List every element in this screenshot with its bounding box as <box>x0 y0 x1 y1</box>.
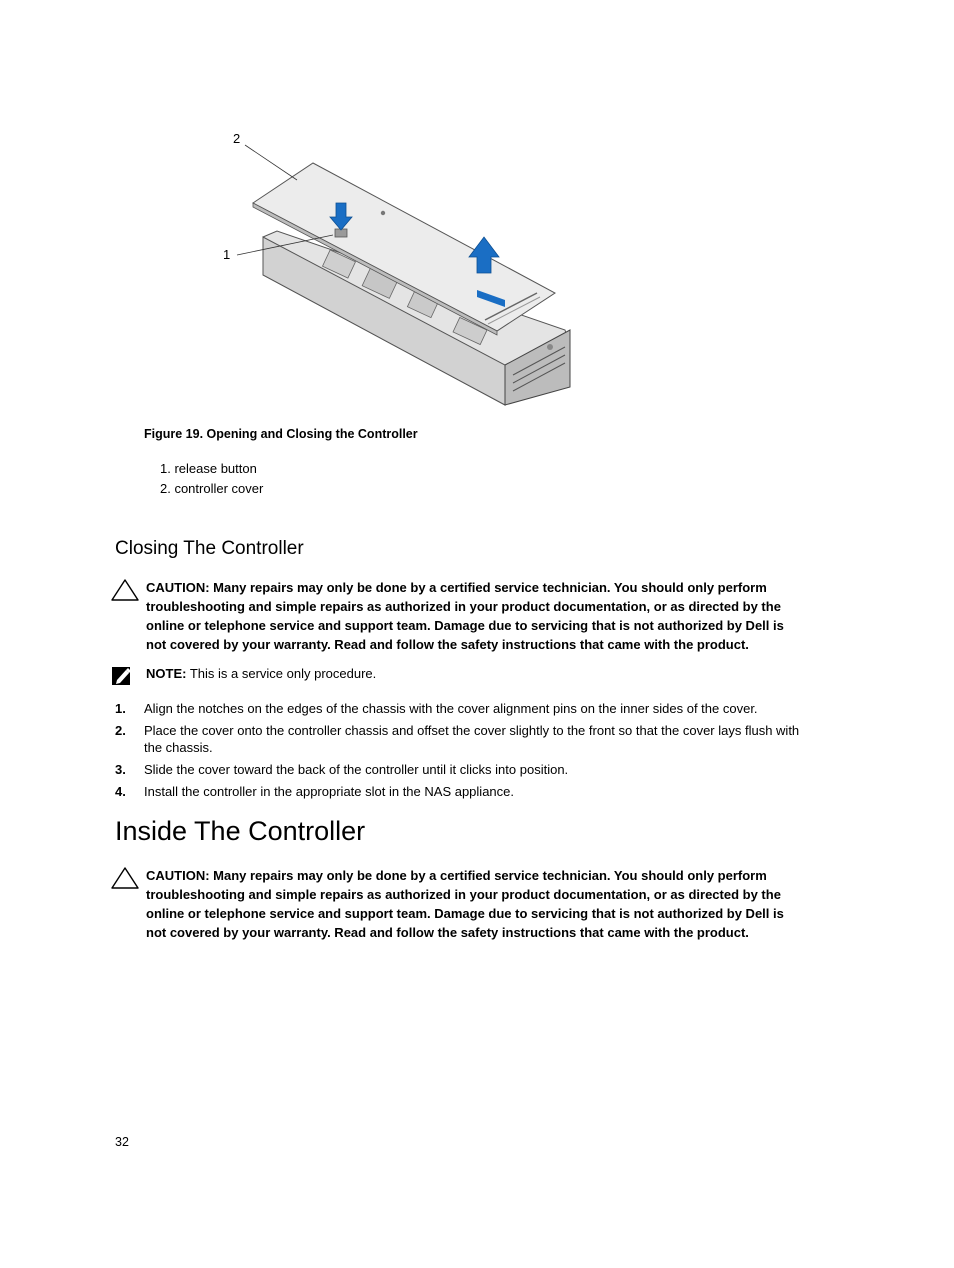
legend-item: 1. release button <box>160 461 257 476</box>
note-label: NOTE: <box>146 666 187 681</box>
caution-text: CAUTION: Many repairs may only be done by a certified service technician. You should only perform troubleshooting and simple repairs as authorized in your product documentation, or as directed by the online or telephone service and support team. Damage due to servicing that is not authorized by Dell is not covered by your warranty. Read and follow the safety instructions that came with the product. <box>146 868 784 940</box>
step-text: Align the notches on the edges of the chassis with the cover alignment pins on the inner sides of the cover. <box>144 701 758 716</box>
step-item <box>115 700 815 717</box>
caution-notice <box>110 866 810 946</box>
step-item <box>115 761 815 778</box>
step-number: 4. <box>115 784 126 799</box>
section-heading-inside: Inside The Controller <box>115 816 366 846</box>
caution-triangle-icon <box>110 578 140 602</box>
step-item <box>115 783 815 800</box>
page-number: 32 <box>115 1135 129 1149</box>
figure-legend <box>160 459 263 499</box>
legend-item: 2. controller cover <box>160 481 264 496</box>
note-text <box>146 664 806 683</box>
caution-notice <box>110 578 810 658</box>
caution-triangle-icon <box>110 866 140 890</box>
note-notice <box>110 664 810 688</box>
note-body: This is a service only procedure. <box>186 666 377 681</box>
callout-2: 2 <box>233 131 241 146</box>
controller-cover-illustration <box>215 125 585 410</box>
step-number: 2. <box>115 723 126 738</box>
step-number: 1. <box>115 701 126 716</box>
figure-caption: Figure 19. Opening and Closing the Controller <box>144 427 418 441</box>
callout-1: 1 <box>223 247 231 262</box>
step-text: Slide the cover toward the back of the controller until it clicks into position. <box>144 762 569 777</box>
step-item <box>115 722 815 756</box>
step-text: Place the cover onto the controller chassis and offset the cover slightly to the front so that the cover lays flush with the chassis. <box>144 723 800 755</box>
caution-text: CAUTION: Many repairs may only be done by a certified service technician. You should only perform troubleshooting and simple repairs as authorized in your product documentation, or as directed by the online or telephone service and support team. Damage due to servicing that is not authorized by Dell is not covered by your warranty. Read and follow the safety instructions that came with the product. <box>146 580 784 652</box>
note-pencil-icon <box>110 664 140 688</box>
step-number: 3. <box>115 762 126 777</box>
section-heading-closing: Closing The Controller <box>115 538 304 559</box>
closing-steps-list <box>115 700 815 805</box>
step-text: Install the controller in the appropriate slot in the NAS appliance. <box>144 784 514 799</box>
